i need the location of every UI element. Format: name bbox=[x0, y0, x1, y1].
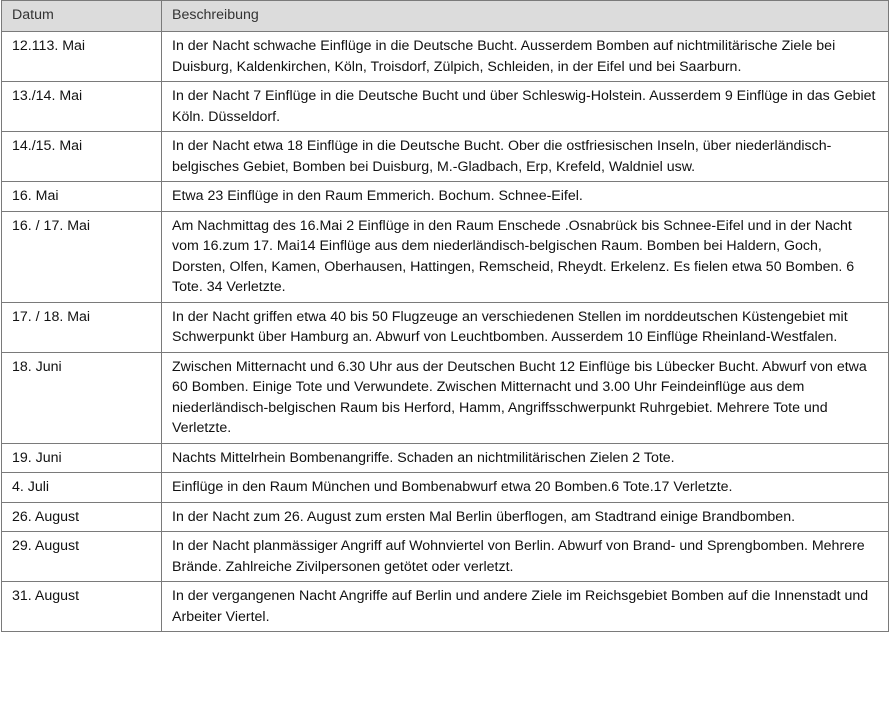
table-row bbox=[2, 443, 889, 473]
date-cell: 18. Juni bbox=[2, 352, 162, 443]
table-row bbox=[2, 532, 889, 582]
table-row bbox=[2, 182, 889, 212]
table-row bbox=[2, 32, 889, 82]
table-body bbox=[2, 32, 889, 632]
table-row bbox=[2, 352, 889, 443]
date-cell: 12.113. Mai bbox=[2, 32, 162, 82]
date-cell: 16. / 17. Mai bbox=[2, 211, 162, 302]
description-cell: In der Nacht schwache Einflüge in die Deutsche Bucht. Ausserdem Bomben auf nichtmilitärische Ziele bei Duisburg, Kaldenkirchen, Köln, Troisdorf, Zülpich, Schleiden, in der Eifel und bei Saarburn. bbox=[162, 32, 889, 82]
table-header-row bbox=[2, 1, 889, 32]
column-header-datum: Datum bbox=[2, 1, 162, 32]
description-cell: In der Nacht griffen etwa 40 bis 50 Flugzeuge an verschiedenen Stellen im norddeutschen Küstengebiet mit Schwerpunkt über Hamburg an. Abwurf von Leuchtbomben. Ausserdem 10 Einflüge Rheinland-Westfalen. bbox=[162, 302, 889, 352]
date-cell: 31. August bbox=[2, 582, 162, 632]
description-cell: Etwa 23 Einflüge in den Raum Emmerich. Bochum. Schnee-Eifel. bbox=[162, 182, 889, 212]
description-cell: In der Nacht planmässiger Angriff auf Wohnviertel von Berlin. Abwurf von Brand- und Sprengbomben. Mehrere Brände. Zahlreiche Zivilpersonen getötet oder verletzt. bbox=[162, 532, 889, 582]
description-cell: Am Nachmittag des 16.Mai 2 Einflüge in den Raum Enschede .Osnabrück bis Schnee-Eifel und in der Nacht vom 16.zum 17. Mai14 Einflüge aus dem niederländisch-belgischen Raum. Bomben bei Haldern, Goch, Dorsten, Olfen, Kamen, Oberhausen, Hattingen, Remscheid, Rheydt. Erkelenz. Es fielen etwa 50 Bomben. 6 Tote. 34 Verletzte. bbox=[162, 211, 889, 302]
table-row bbox=[2, 502, 889, 532]
table-row bbox=[2, 302, 889, 352]
description-cell: In der Nacht 7 Einflüge in die Deutsche Bucht und über Schleswig-Holstein. Ausserdem 9 Einflüge in das Gebiet Köln. Düsseldorf. bbox=[162, 82, 889, 132]
date-cell: 17. / 18. Mai bbox=[2, 302, 162, 352]
date-cell: 19. Juni bbox=[2, 443, 162, 473]
table-row bbox=[2, 473, 889, 503]
description-cell: In der vergangenen Nacht Angriffe auf Berlin und andere Ziele im Reichsgebiet Bomben auf die Innenstadt und Arbeiter Viertel. bbox=[162, 582, 889, 632]
table-row bbox=[2, 582, 889, 632]
date-cell: 29. August bbox=[2, 532, 162, 582]
date-cell: 14./15. Mai bbox=[2, 132, 162, 182]
table-row bbox=[2, 132, 889, 182]
events-table bbox=[1, 0, 889, 632]
description-cell: Nachts Mittelrhein Bombenangriffe. Schaden an nichtmilitärischen Zielen 2 Tote. bbox=[162, 443, 889, 473]
date-cell: 26. August bbox=[2, 502, 162, 532]
description-cell: Einflüge in den Raum München und Bombenabwurf etwa 20 Bomben.6 Tote.17 Verletzte. bbox=[162, 473, 889, 503]
description-cell: In der Nacht zum 26. August zum ersten Mal Berlin überflogen, am Stadtrand einige Brandbomben. bbox=[162, 502, 889, 532]
description-cell: In der Nacht etwa 18 Einflüge in die Deutsche Bucht. Ober die ostfriesischen Inseln, über niederländisch-belgisches Gebiet, Bomben bei Duisburg, M.-Gladbach, Erp, Krefeld, Waldniel usw. bbox=[162, 132, 889, 182]
description-cell: Zwischen Mitternacht und 6.30 Uhr aus der Deutschen Bucht 12 Einflüge bis Lübecker Bucht. Abwurf von etwa 60 Bomben. Einige Tote und Verwundete. Zwischen Mitternacht und 3.00 Uhr Feindeinflüge aus dem niederländisch-belgischen Raum bis Herford, Hamm, Angriffsschwerpunkt Ruhrgebiet. Mehrere Tote und Verletzte. bbox=[162, 352, 889, 443]
table-row bbox=[2, 211, 889, 302]
date-cell: 13./14. Mai bbox=[2, 82, 162, 132]
table-row bbox=[2, 82, 889, 132]
column-header-beschreibung: Beschreibung bbox=[162, 1, 889, 32]
date-cell: 16. Mai bbox=[2, 182, 162, 212]
date-cell: 4. Juli bbox=[2, 473, 162, 503]
